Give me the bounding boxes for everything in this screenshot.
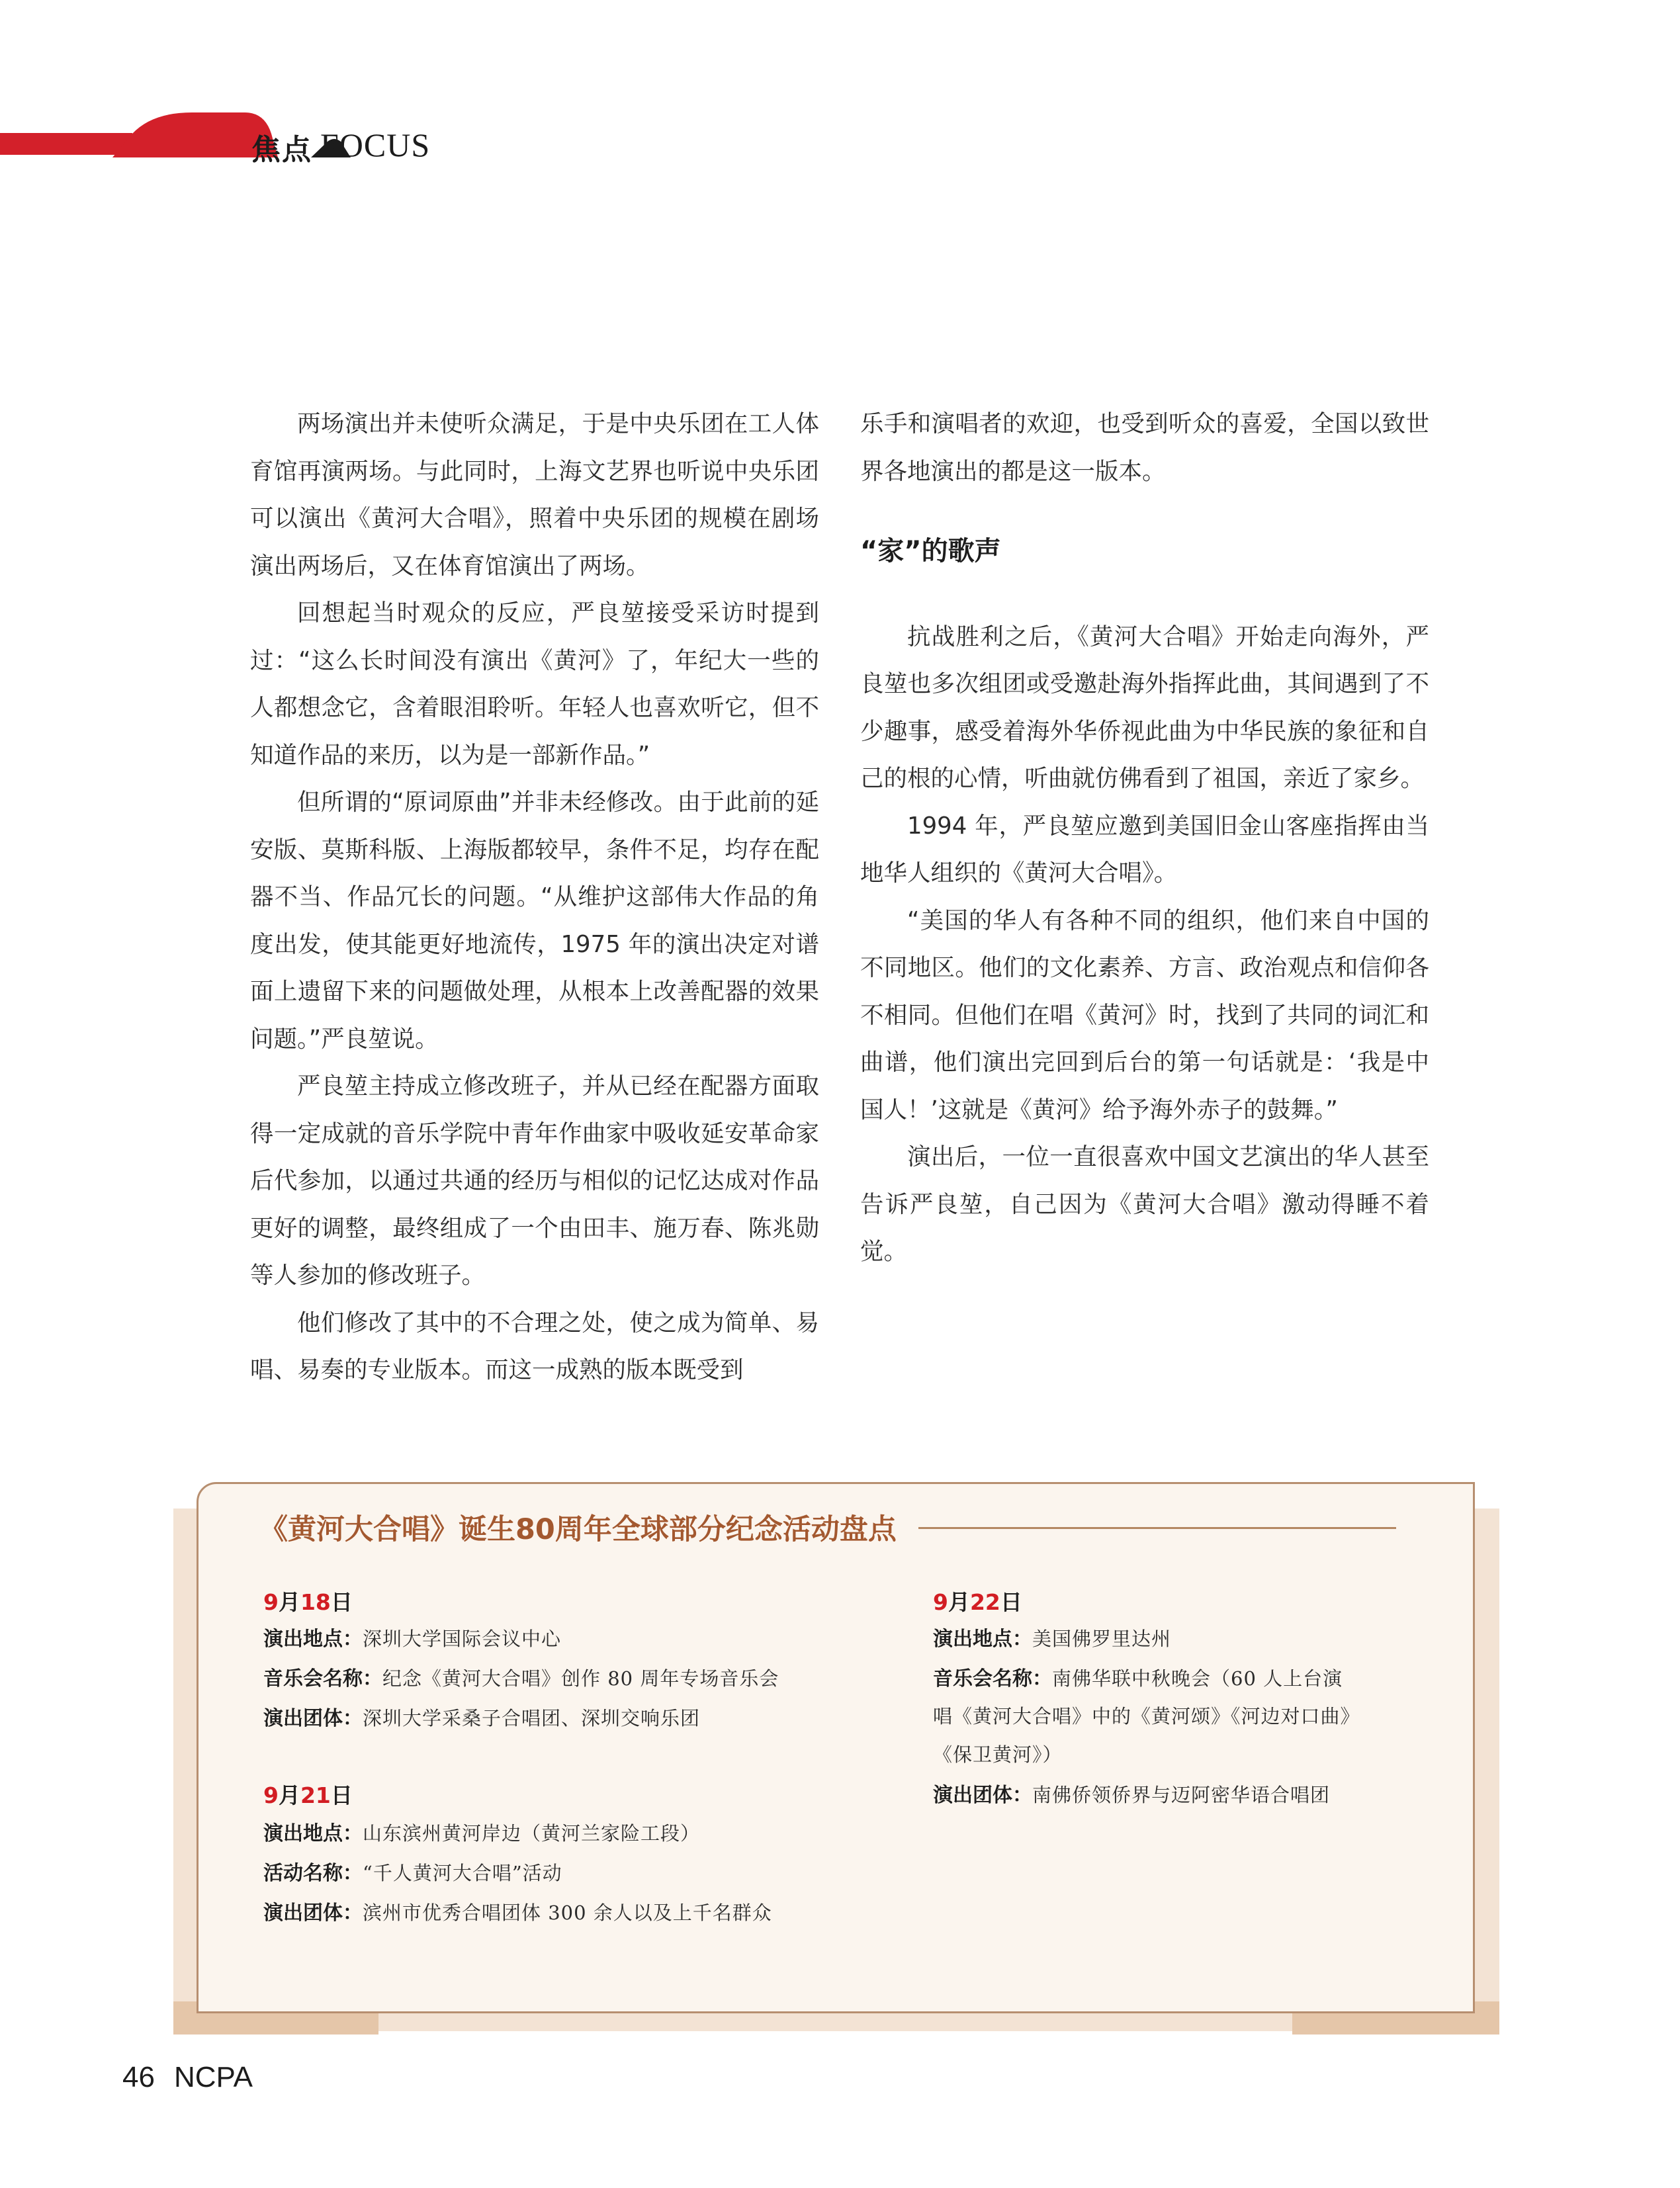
section-heading: “家”的歌声 <box>860 536 1001 566</box>
event-activity-name: 活动名称：“千人黄河大合唱”活动 <box>263 1862 562 1885</box>
event-performers: 演出团体：南佛侨领侨界与迈阿密华语合唱团 <box>933 1784 1331 1807</box>
title-rule <box>918 1527 1396 1529</box>
event-date: 9月21日 <box>263 1782 353 1808</box>
section-label-en: FOCUS <box>320 126 431 163</box>
event-performers: 演出团体：滨州市优秀合唱团体 300 余人以及上千名群众 <box>263 1902 772 1925</box>
paragraph: 回想起当时观众的反应，严良堃接受采访时提到过：“这么长时间没有演出《黄河》了，年纪大一些的人都想念它，含着眼泪聆听。年轻人也喜欢听它，但不知道作品的来历，以为是一部新作品。” <box>250 599 819 769</box>
paragraph: 他们修改了其中的不合理之处，使之成为简单、易唱、易奏的专业版本。而这一成熟的版本既受到 <box>250 1309 819 1383</box>
sidebar-box <box>197 1482 1475 2013</box>
paragraph: 演出后，一位一直很喜欢中国文艺演出的华人甚至告诉严良堃，自己因为《黄河大合唱》激动得睡不着觉。 <box>860 1143 1429 1265</box>
event-date: 9月22日 <box>933 1589 1022 1615</box>
event-concert-name-cont: 唱《黄河大合唱》中的《黄河颂》《河边对口曲》 <box>933 1705 1360 1728</box>
event-venue: 演出地点：美国佛罗里达州 <box>933 1628 1172 1651</box>
page-number: 46 <box>122 2061 155 2093</box>
event-venue: 演出地点：深圳大学国际会议中心 <box>263 1628 562 1651</box>
article-left-column <box>250 400 819 1394</box>
paragraph: 抗战胜利之后，《黄河大合唱》开始走向海外，严良堃也多次组团或受邀赴海外指挥此曲，其间遇到了不少趣事，感受着海外华侨视此曲为中华民族的象征和自己的根的心情，听曲就仿佛看到了祖国，亲近了家乡。 <box>860 623 1429 792</box>
article-right-column <box>860 400 1429 1276</box>
paragraph: 1994 年，严良堃应邀到美国旧金山客座指挥由当地华人组织的《黄河大合唱》。 <box>860 812 1429 887</box>
event-venue: 演出地点：山东滨州黄河岸边（黄河兰家险工段） <box>263 1822 701 1845</box>
paragraph: 两场演出并未使听众满足，于是中央乐团在工人体育馆再演两场。与此同时，上海文艺界也听说中央乐团可以演出《黄河大合唱》，照着中央乐团的规模在剧场演出两场后，又在体育馆演出了两场。 <box>250 410 819 580</box>
header-arc-shape <box>112 110 351 157</box>
paragraph-continued: 乐手和演唱者的欢迎，也受到听众的喜爱，全国以致世界各地演出的都是这一版本。 <box>860 410 1429 485</box>
event-date: 9月18日 <box>263 1589 353 1615</box>
paragraph: 但所谓的“原词原曲”并非未经修改。由于此前的延安版、莫斯科版、上海版都较早，条件不足，均存在配器不当、作品冗长的问题。“从维护这部伟大作品的角度出发，使其能更好地流传，1975 年的演出决定对谱面上遗留下来的问题做处理，从根本上改善配器的效果问题。”严良堃说。 <box>250 789 819 1053</box>
paragraph: 严良堃主持成立修改班子，并从已经在配器方面取得一定成就的音乐学院中青年作曲家中吸收延安革命家后代参加，以通过共通的经历与相似的记忆达成对作品更好的调整，最终组成了一个由田丰、施万春、陈兆勋等人参加的修改班子。 <box>250 1072 819 1289</box>
paragraph: “美国的华人有各种不同的组织，他们来自中国的不同地区。他们的文化素养、方言、政治观点和信仰各不相同。但他们在唱《黄河》时，找到了共同的词汇和曲谱，他们演出完回到后台的第一句话就是：‘我是中国人！’这就是《黄河》给予海外赤子的鼓舞。” <box>860 906 1429 1123</box>
sidebar-box-title: 《黄河大合唱》诞生80周年全球部分纪念活动盘点 <box>259 1513 897 1546</box>
event-performers: 演出团体：深圳大学采桑子合唱团、深圳交响乐团 <box>263 1707 701 1730</box>
event-concert-name: 音乐会名称：纪念《黄河大合唱》创作 80 周年专场音乐会 <box>263 1667 779 1690</box>
event-concert-name-cont: 《保卫黄河》） <box>933 1743 1063 1766</box>
event-concert-name: 音乐会名称：南佛华联中秋晚会（60 人上台演 <box>933 1667 1343 1690</box>
magazine-brand: NCPA <box>174 2061 253 2093</box>
section-label-cn: 焦点 <box>251 133 312 167</box>
